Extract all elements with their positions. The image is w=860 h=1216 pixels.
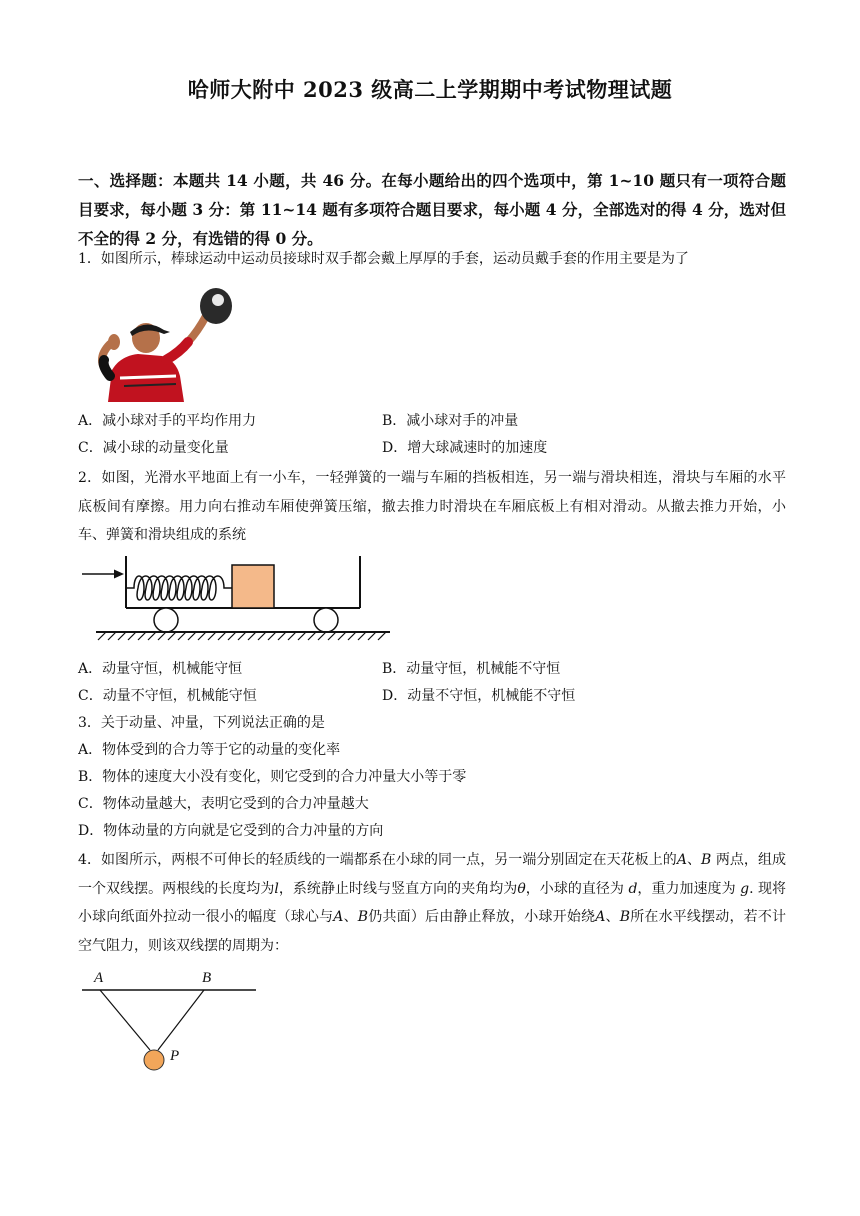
label-p: P [170, 1048, 180, 1064]
q3-option-c: C．物体动量越大，表明它受到的合力冲量越大 [78, 796, 369, 812]
q4-stem: 4．如图所示，两根不可伸长的轻质线的一端都系在小球的同一点，另一端分别固定在天花板上的A、B 两点，组成一个双线摆。两根线的长度均为l，系统静止时线与竖直方向的夹角均为θ，小球的直径为 d，重力加速度为 g. 现将小球向纸面外拉动一很小的幅度（球心与A、B仍共面）后由静止释放，小球开始绕A、B所在水平线摆动，若不计空气阻力，则该双线摆的周期为： [78, 852, 787, 954]
baseball-player-figure [80, 286, 240, 402]
q2-option-b: B．动量守恒，机械能不守恒 [382, 661, 561, 677]
q3-option-b: B．物体的速度大小没有变化，则它受到的合力冲量大小等于零 [78, 769, 467, 785]
q3-option-d: D．物体动量的方向就是它受到的合力冲量的方向 [78, 823, 384, 839]
q1-option-b: B．减小球对手的冲量 [382, 413, 519, 429]
q2-option-d: D．动量不守恒，机械能不守恒 [382, 688, 576, 704]
section-heading: 一、选择题：本题共 14 小题，共 46 分。在每小题给出的四个选项中，第 1~10 题只有一项符合题目要求，每小题 3 分：第 11~14 题有多项符合题目要求，每小题 4 分，全部选对的得 4 分，选对但不全的得 2 分，有选错的得 0 分。 [78, 171, 786, 248]
q1-option-a: A．减小球对手的平均作用力 [78, 413, 257, 429]
label-a: A [94, 970, 104, 986]
q2-option-a: A．动量守恒，机械能守恒 [78, 661, 243, 677]
q3-stem: 3．关于动量、冲量，下列说法正确的是 [78, 715, 325, 731]
q3-option-a: A．物体受到的合力等于它的动量的变化率 [78, 742, 341, 758]
q1-option-c: C．减小球的动量变化量 [78, 440, 229, 456]
cart-spring-figure [78, 550, 398, 650]
label-b: B [202, 970, 212, 986]
q1-stem: 1．如图所示，棒球运动中运动员接球时双手都会戴上厚厚的手套，运动员戴手套的作用主要是为了 [78, 251, 689, 267]
q2-option-c: C．动量不守恒，机械能守恒 [78, 688, 257, 704]
bifilar-pendulum-figure [78, 964, 268, 1076]
page-title: 哈师大附中 2023 级高二上学期期中考试物理试题 [187, 77, 673, 102]
q1-option-d: D．增大球减速时的加速度 [382, 440, 548, 456]
q2-stem: 2．如图，光滑水平地面上有一小车，一轻弹簧的一端与车厢的挡板相连，另一端与滑块相连，滑块与车厢的水平底板间有摩擦。用力向右推动车厢使弹簧压缩，撤去推力时滑块在车厢底板上有相对滑动。从撤去推力开始，小车、弹簧和滑块组成的系统 [78, 470, 786, 543]
